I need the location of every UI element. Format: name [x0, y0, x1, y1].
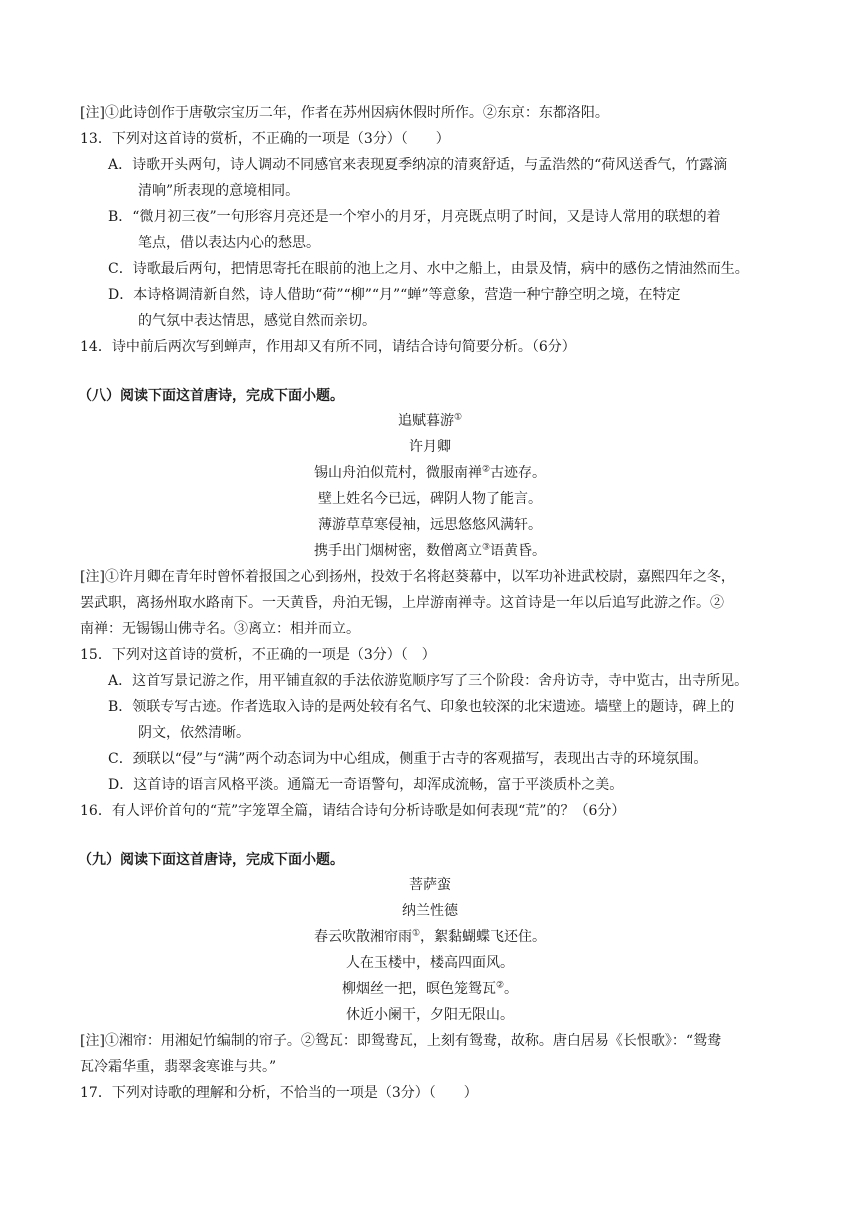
poem-9-line-1: 春云吹散湘帘雨①，絮黏蝴蝶飞还住。: [313, 928, 547, 945]
poem-8-note-line1: [注]①许月卿在青年时曾怀着报国之心到扬州，投效于名将赵葵幕中，以军功补进武校尉，嘉熙四年之冬，: [80, 569, 735, 585]
poem-7-note: [注]①此诗创作于唐敬宗宝历二年，作者在苏州因病休假时所作。②东京：东都洛阳。: [80, 105, 609, 121]
poem-9-note-line1: [注]①湘帘：用湘妃竹编制的帘子。②鸳瓦：即鸳鸯瓦，上刻有鸳鸯，故称。唐白居易《长恨歌》：“鸳鸯: [80, 1033, 722, 1049]
poem-9-note-line2: 瓦冷霜华重，翡翠衾寒谁与共。”: [80, 1059, 277, 1075]
poem-8-line-1: 锡山舟泊似荒村，微服南禅②古迹存。: [313, 464, 547, 481]
question-17: 17．下列对诗歌的理解和分析，不恰当的一项是（3分）（ ）: [80, 1085, 478, 1101]
poem-8-note-line2: 罢武职，离扬州取水路南下。一天黄昏，舟泊无锡，上岸游南禅寺。这首诗是一年以后追写此游之作。②: [80, 595, 724, 611]
poem-9-author: 纳兰性德: [402, 903, 458, 919]
q13-option-a-line2: 清响”所表现的意境相同。: [138, 183, 300, 199]
poem-9-line-4: 休近小阑干，夕阳无限山。: [346, 1007, 514, 1023]
poem-9-line-2: 人在玉楼中，楼高四面风。: [346, 955, 514, 971]
q13-option-d-line1: D．本诗格调清新自然，诗人借助“荷”“柳”“月”“蝉”等意象，营造一种宁静空明之境，在特定: [108, 287, 681, 303]
footnote-marker: ②: [481, 464, 491, 475]
q13-option-c: C．诗歌最后两句，把情思寄托在眼前的池上之月、水中之船上，由景及情，病中的感伤之情油然而生。: [108, 261, 749, 277]
poem-8-line-4: 携手出门烟树密，数僧离立③语黄昏。: [313, 542, 547, 559]
poem-8-note-line3: 南禅：无锡锡山佛寺名。③离立：相并而立。: [80, 621, 360, 637]
poem-9-line-3: 柳烟丝一把，暝色笼鸳瓦②。: [341, 980, 519, 997]
q13-option-b-line2: 笔点，借以表达内心的愁思。: [138, 235, 320, 251]
q13-option-d-line2: 的气氛中表达情思，感觉自然而亲切。: [138, 313, 376, 329]
question-13: 13．下列对这首诗的赏析，不正确的一项是（3分）（ ）: [80, 131, 450, 147]
footnote-marker: ①: [411, 928, 421, 939]
q15-option-b-line1: B．领联专写古迹。作者选取入诗的是两处较有名气、印象也较深的北宋遗迹。墙壁上的题诗，碑上的: [108, 699, 735, 715]
poem-8-author: 许月卿: [409, 439, 451, 455]
q15-option-a: A．这首写景记游之作，用平铺直叙的手法依游览顺序写了三个阶段：舍舟访寺，寺中览古，出寺所见。: [108, 673, 749, 689]
footnote-marker: ①: [453, 412, 463, 423]
q13-option-b-line1: B．“微月初三夜”一句形容月亮还是一个窄小的月牙，月亮既点明了时间，又是诗人常用的联想的着: [108, 209, 721, 225]
footnote-marker: ②: [495, 980, 505, 991]
poem-8-line-3: 薄游草草寒侵袖，远思悠悠风满轩。: [318, 517, 542, 533]
question-15: 15．下列对这首诗的赏析，不正确的一项是（3分）（ ）: [80, 647, 436, 663]
q15-option-b-line2: 阴文，依然清晰。: [138, 725, 250, 741]
poem-8-line-2: 壁上姓名今已远，碑阴人物了能言。: [318, 491, 542, 507]
q15-option-c: C．颈联以“侵”与“满”两个动态词为中心组成，侧重于古寺的客观描写，表现出古寺的环境氛围。: [108, 751, 708, 767]
q15-option-d: D．这首诗的语言风格平淡。通篇无一奇语警句，却浑成流畅，富于平淡质朴之美。: [108, 777, 624, 793]
section-9-heading: （九）阅读下面这首唐诗，完成下面小题。: [78, 852, 344, 868]
poem-8-title: 追赋暮游①: [397, 412, 463, 429]
question-14: 14．诗中前后两次写到蝉声，作用却又有所不同，请结合诗句简要分析。（6分）: [80, 339, 576, 355]
footnote-marker: ③: [481, 542, 491, 553]
section-8-heading: （八）阅读下面这首唐诗，完成下面小题。: [78, 388, 344, 404]
question-16: 16．有人评价首句的“荒”字笼罩全篇，请结合诗句分析诗歌是如何表现“荒”的？（6分）: [80, 803, 626, 819]
poem-9-title: 菩萨蛮: [409, 877, 451, 893]
q13-option-a-line1: A．诗歌开头两句，诗人调动不同感官来表现夏季纳凉的清爽舒适，与孟浩然的“荷风送香气，竹露滴: [108, 157, 728, 173]
